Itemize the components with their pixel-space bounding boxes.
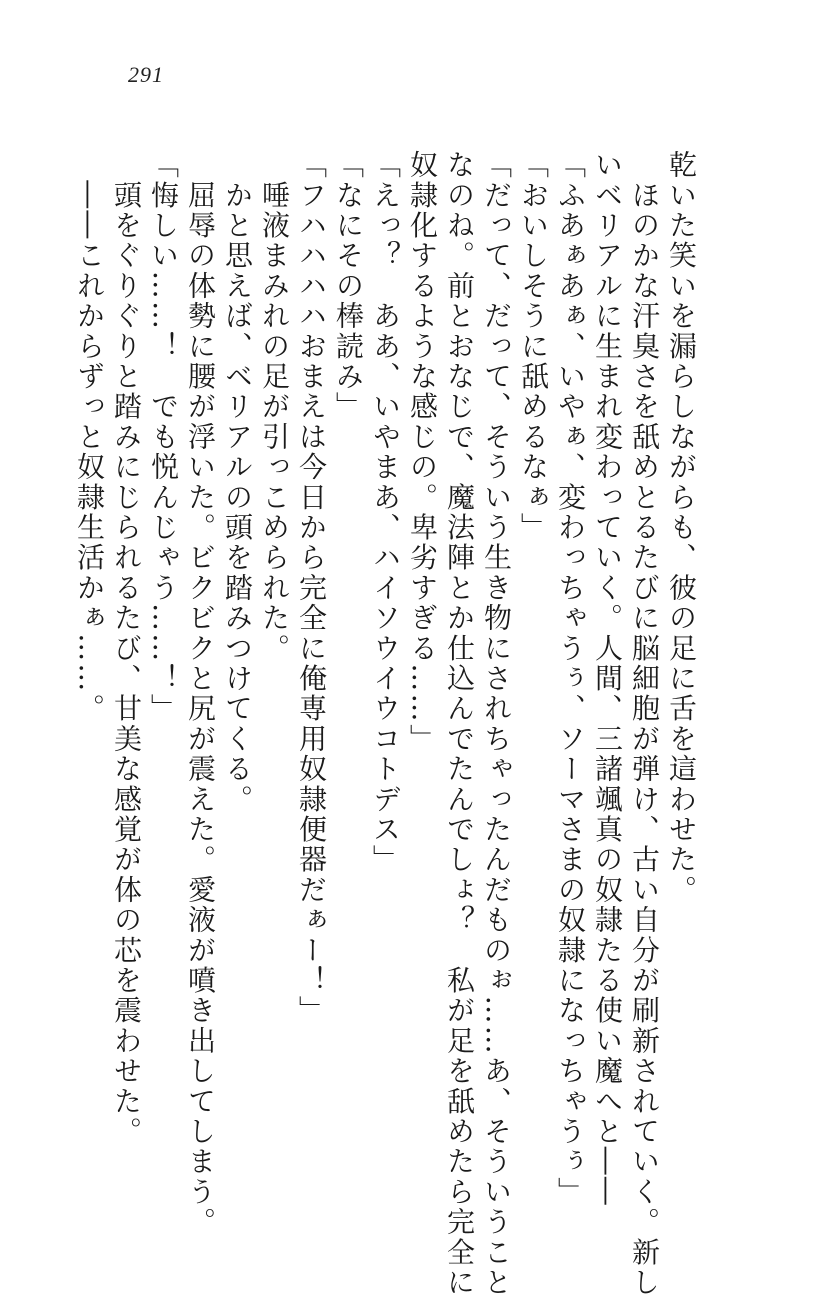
text-line: 「ふあぁあぁ、いやぁ、変わっちゃうぅ、ソーマさまの奴隷になっちゃうぅ」 [554, 150, 587, 1207]
text-line: 乾いた笑いを漏らしながらも、彼の足に舌を這わせた。 [665, 150, 698, 905]
text-line: ほのかな汗臭さを舐めとるたびに脳細胞が弾け、古い自分が刷新されていく。新し [628, 150, 661, 1298]
text-line: 頭をぐりぐりと踏みにじられるたび、甘美な感覚が体の芯を震わせた。 [110, 150, 143, 1147]
text-line: 「おいしそうに舐めるなぁ」 [517, 150, 550, 543]
text-line: 「だって、だって、そういう生き物にされちゃったんだものぉ……あ、そういうこと [480, 150, 513, 1298]
text-line: なのね。前とおなじで、魔法陣とか仕込んでたんでしょ？ 私が足を舐めたら完全に [443, 150, 476, 1298]
text-line: 奴隷化するような感じの。卑劣すぎる……」 [406, 150, 439, 754]
text-line: ――これからずっと奴隷生活かぁ……。 [73, 150, 106, 724]
page-number: 291 [128, 62, 164, 87]
text-line: 「フハハハハおまえは今日から完全に俺専用奴隷便器だぁー！」 [295, 150, 328, 1026]
novel-text-body [73, 150, 700, 1298]
text-line: いベリアルに生まれ変わっていく。人間、三諸颯真の奴隷たる使い魔へと―― [591, 150, 624, 1207]
text-line: かと思えば、ベリアルの頭を踏みつけてくる。 [221, 150, 254, 815]
text-line: 唾液まみれの足が引っこめられた。 [258, 150, 291, 664]
text-line: 「なにその棒読み」 [332, 150, 365, 422]
text-line: 「悔しい……！ でも悦んじゃう……！」 [147, 150, 180, 724]
text-line: 屈辱の体勢に腰が浮いた。ビクビクと尻が震えた。愛液が噴き出してしまう。 [184, 150, 217, 1238]
text-line: 「えっ？ ああ、いやまあ、ハイソウイウコトデス」 [369, 150, 402, 875]
